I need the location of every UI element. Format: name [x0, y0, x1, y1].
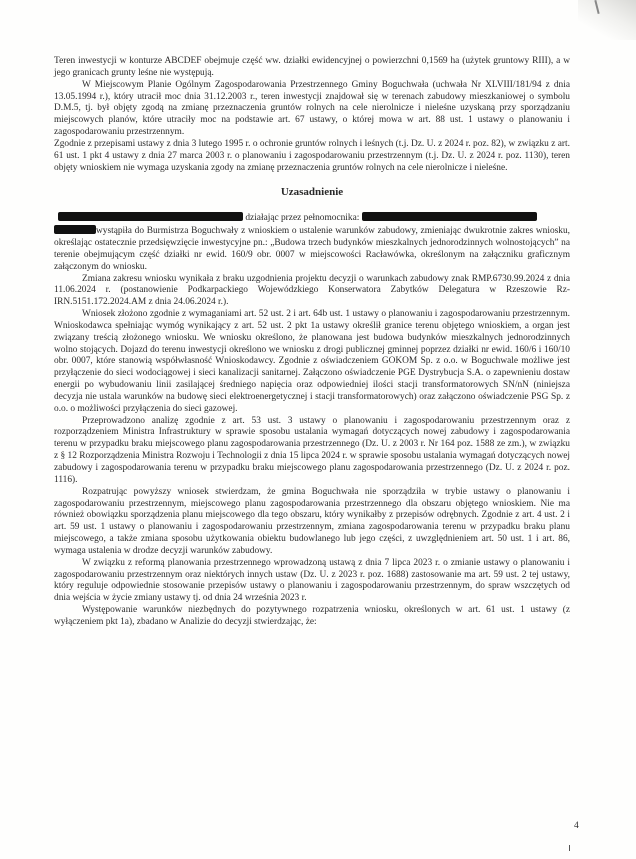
paragraph-application	[54, 212, 570, 273]
paragraph-land-protection: Zgodnie z przepisami ustawy z dnia 3 lutego 1995 r. o ochronie gruntów rolnych i leśnych (t.j. Dz. U. z 2024 r. poz. 82), w związku z art. 61 ust. 1 pkt 4 ustawy z dnia 27 marca 2003 r. o planowaniu i zagospodarowaniu przestrzennym (t.j. Dz. U. z 2024 r. poz. 1130), teren objęty wnioskiem nie wymaga uzyskania zgody na zmianę przeznaczenia gruntów rolnych na cele nierolnicze i nieleśne.	[54, 138, 570, 173]
paragraph-scope-change: Zmiana zakresu wniosku wynikała z braku uzgodnienia projektu decyzji o warunkach zabudowy znak RMP.6730.99.2024 z dnia 11.06.2024 r. (postanowienie Podkarpackiego Wojewódzkiego Konserwatora Zabytków Delegatura w Rzeszowie Rz-IRN.5151.172.2024.AM z dnia 24.06.2024 r.).	[54, 273, 570, 308]
paragraph-application-part-b: wystąpiła do Burmistrza Boguchwały z wnioskiem o ustalenie warunków zabudowy, zmieniając dwukrotnie zakres wniosku, określając ostatecznie przedsięwzięcie inwestycyjne pn.: „Budowa trzech budynków mieszkalnych jednorodzinnych wolnostojących” na terenie obejmującym część działki nr ewid. 160/9 obr. 0007 w miejscowości Racławówka, określonym na załączniku graficznym załączonym do wniosku.	[54, 226, 570, 272]
page-fold-shadow	[578, 0, 636, 40]
paragraph-conditions: Występowanie warunków niezbędnych do pozytywnego rozpatrzenia wniosku, określonych w art. 61 ust. 1 ustawy (z wyłączeniem pkt 1a), zbadano w Analizie do decyzji stwierdzając, że:	[54, 605, 570, 627]
paragraph-application-part-a: działając przez pełnomocnika:	[245, 213, 360, 224]
paragraph-analysis: Przeprowadzono analizę zgodnie z art. 53 ust. 3 ustawy o planowaniu i zagospodarowaniu przestrzennym oraz z rozporządzeniem Ministra Infrastruktury w sprawie sposobu ustalania wymagań dotyczących nowej zabudowy i zagospodarowania terenu w przypadku braku miejscowego planu zagospodarowania przestrzennego (Dz. U. z 2003 r. Nr 164 poz. 1588 ze zm.), w związku z § 12 Rozporządzenia Ministra Rozwoju i Technologii z dnia 15 lipca 2024 r. w sprawie sposobu ustalania wymagań dotyczących nowej zabudowy i zagospodarowania terenu w przypadku braku miejscowego planu zagospodarowania przestrzennego (Dz. U. z 2024 r. poz. 1116).	[54, 415, 570, 485]
paragraph-consideration: Rozpatrując powyższy wniosek stwierdzam, że gmina Boguchwała nie sporządziła w trybie ustawy o planowaniu i zagospodarowaniu przestrzennym, miejscowego planu zagospodarowania przestrzennego dla obszaru objętego wnioskiem. Nie ma również obowiązku sporządzenia planu miejscowego dla tego obszaru, który wynikałby z przepisów odrębnych. Zgodnie z art. 4 ust. 2 i art. 59 ust. 1 ustawy o planowaniu i zagospodarowaniu przestrzennym, zmiana zagospodarowania terenu w przypadku braku planu miejscowego, a także zmiana sposobu użytkowania obiektu budowlanego lub jego części, z uwzględnieniem art. 50 ust. 1 i art. 86, wymaga ustalenia w drodze decyzji warunków zabudowy.	[54, 486, 570, 556]
bottom-mark	[569, 845, 570, 851]
paragraph-reform: W związku z reformą planowania przestrzennego wprowadzoną ustawą z dnia 7 lipca 2023 r. o zmianie ustawy o planowaniu i zagospodarowaniu przestrzennym oraz niektórych innych ustaw (Dz. U. z 2023 r. poz. 1688) zastosowanie ma art. 59 ust. 2 tej ustawy, który reguluje odpowiednie stosowanie przepisów ustawy o planowaniu i zagospodarowaniu przestrzennym, do spraw wszczętych od dnia wejścia w życie zmiany ustawy tj. od dnia 24 września 2023 r.	[54, 557, 570, 604]
paragraph-requirements: Wniosek złożono zgodnie z wymaganiami art. 52 ust. 2 i art. 64b ust. 1 ustawy o planowaniu i zagospodarowaniu przestrzennym. Wnioskodawca spełniając wymóg wynikający z art. 52 ust. 2 pkt 1a ustawy określił granice terenu objętego wnioskiem, a organ jest związany treścią złożonego wniosku. We wniosku określono, że planowana jest budowa budynków mieszkalnych jednorodzinnych wolno stojących. Dojazd do terenu inwestycji określono we wniosku z drogi publicznej gminnej poprzez działki nr ewid. 160/6 i 160/10 obr. 0007, które stanowią współwłasność Wnioskodawcy. Zgodnie z oświadczeniem GOKOM Sp. z o.o. w Boguchwale możliwe jest przyłączenie do sieci wodociągowej i sieci kanalizacji sanitarnej. Załączono oświadczenie PGE Dystrybucja S.A. o zapewnieniu dostaw energii po wybudowaniu linii zasilającej średniego napięcia oraz odpowiedniej ilości stacji transformatorowych SN/nN (niniejsza decyzja nie ustala warunków na budowę sieci elektroenergetycznej i stacji transformatorowych) oraz załączono oświadczenie PSG Sp. z o.o. o możliwości przyłączenia do sieci gazowej.	[54, 309, 570, 414]
redaction-block	[362, 212, 537, 221]
paragraph-master-plan: W Miejscowym Planie Ogólnym Zagospodarowania Przestrzennego Gminy Boguchwała (uchwała Nr XLVIII/181/94 z dnia 13.05.1994 r.), który utracił moc dnia 31.12.2003 r., teren inwestycji znajdował się w terenach zabudowy mieszkaniowej o symbolu D.M.5, tj. był objęty zgodą na zmianę przeznaczenia gruntów rolnych na cele nierolnicze i nieleśne uzyskaną przy sporządzaniu miejscowych planów, które utraciły moc na podstawie art. 67 ustawy, o której mowa w art. 88 ust. 1 ustawy o planowaniu i zagospodarowaniu przestrzennym.	[54, 79, 570, 138]
paragraph-land-area: Teren inwestycji w konturze ABCDEF obejmuje część ww. działki ewidencyjnej o powierzchni 0,1569 ha (użytek gruntowy RIII), a w jego granicach grunty leśne nie występują.	[54, 56, 570, 78]
page-number: 4	[574, 821, 579, 831]
redaction-block	[54, 225, 96, 234]
redaction-block	[58, 212, 243, 221]
section-heading: Uzasadnienie	[280, 186, 344, 199]
